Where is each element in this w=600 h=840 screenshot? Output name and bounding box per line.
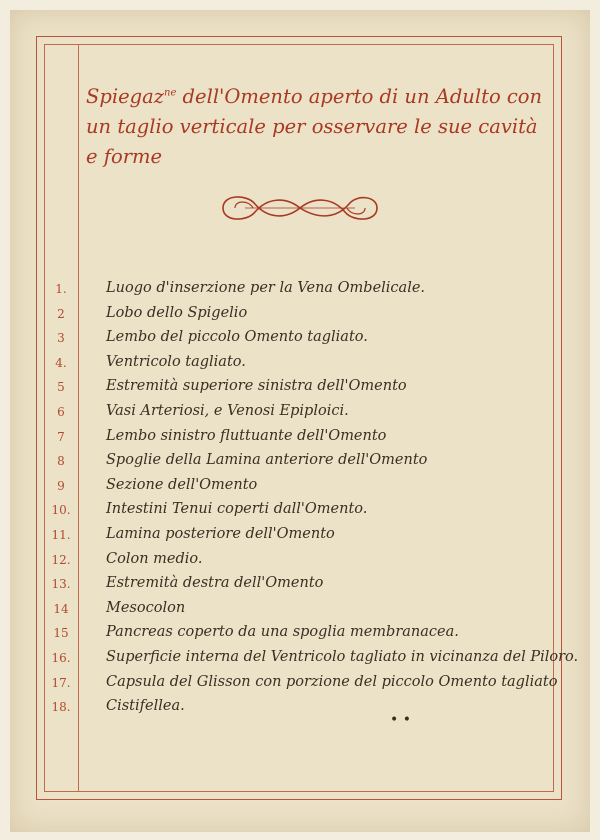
item-text: Luogo d'inserzione per la Vena Ombelicale. [106,280,426,296]
title-part-before: Spiegaz [86,85,164,108]
item-number: 2 [57,306,65,321]
item-number: 14 [53,601,69,616]
calligraphic-flourish-icon [215,186,385,230]
item-text: Lobo dello Spigelio [106,304,248,321]
item-number: 4. [55,355,67,370]
list-item [44,473,544,497]
item-text: Lembo del piccolo Omento tagliato. [106,329,368,346]
item-text: Ventricolo tagliato. [106,353,246,370]
list-item [44,522,544,546]
list-item [44,325,544,349]
list-item [44,350,544,374]
item-number: 18. [51,700,71,715]
list-item [44,374,544,398]
item-text: Estremità superiore sinistra dell'Omento [106,378,407,395]
item-number: 3 [57,331,65,346]
item-text: Intestini Tenui coperti dall'Omento. [106,501,368,518]
item-text: Capsula del Glisson con porzione del piccolo Omento tagliato [106,673,558,690]
item-number: 1. [55,282,67,296]
title-superscript: ne [164,87,177,99]
item-number: 12. [51,552,71,567]
item-text: Mesocolon [106,599,186,616]
list-item [44,448,544,472]
list-item [44,645,579,669]
list-item [44,620,544,644]
item-number: 6 [57,405,65,419]
list-item [44,596,544,620]
item-number: 9 [57,478,65,493]
item-number: 11. [51,528,71,542]
list-item [44,497,544,521]
list-item [44,694,544,718]
ink-dots: • • [390,712,411,728]
item-number: 13. [51,577,71,592]
item-text: Superficie interna del Ventricolo tagliato in vicinanza del Piloro. [106,649,579,665]
list-item [44,399,544,423]
list-item [44,301,544,325]
title-part-after: dell'Omento aperto di un Adulto con un taglio verticale per osservare le sue cavità e forme [86,85,543,168]
item-text: Estremità destra dell'Omento [106,575,324,592]
item-number: 16. [51,651,71,665]
item-number: 17. [51,675,71,690]
item-number: 15 [53,626,69,641]
item-text: Colon medio. [106,550,203,567]
item-text: Pancreas coperto da una spoglia membranacea. [106,624,459,641]
list-item [44,670,558,694]
item-text: Lembo sinistro fluttuante dell'Omento [106,427,387,444]
item-number: 10. [51,503,71,518]
item-number: 7 [57,429,65,444]
list-item [44,571,544,595]
item-text: Lamina posteriore dell'Omento [106,526,335,542]
item-text: Sezione dell'Omento [106,476,258,493]
item-text: Cistifellea. [106,698,185,715]
list-item [44,424,544,448]
list-item [44,276,544,300]
item-text: Vasi Arteriosi, e Venosi Epiploici. [106,403,349,419]
item-text: Spoglie della Lamina anteriore dell'Omento [106,452,428,469]
page-title [86,82,546,172]
item-number: 5 [57,380,65,395]
list-item [44,547,544,571]
item-number: 8 [57,454,65,469]
